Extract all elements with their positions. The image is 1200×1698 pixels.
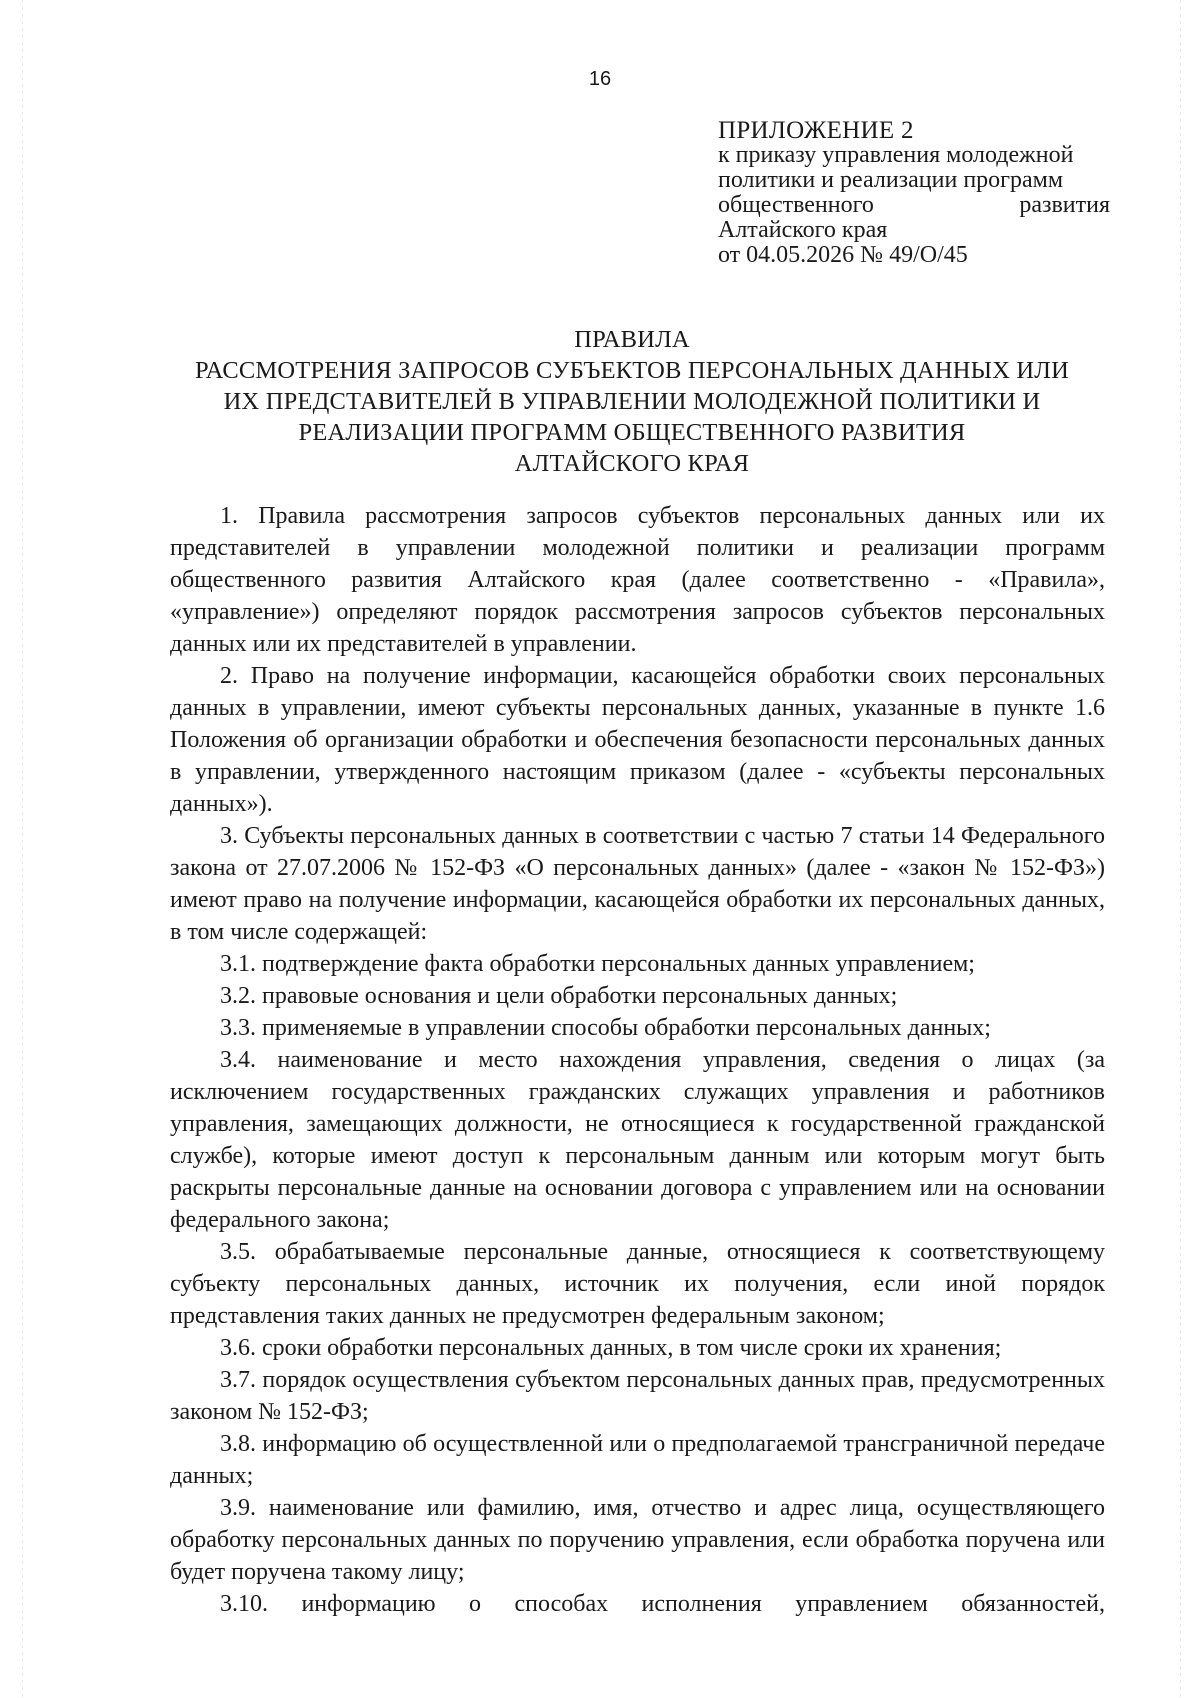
paragraph-3-7: 3.7. порядок осуществления субъектом персональных данных прав, предусмотренных законом № 152-ФЗ; bbox=[170, 1367, 1105, 1425]
paragraph-1: 1. Правила рассмотрения запросов субъектов персональных данных или их представителей в управлении молодежной политики и реализации программ общественного развития Алтайского края (далее соответственно - «Правила», «управление») определяют порядок рассмотрения запросов субъектов персональных данных или их представителей в управлении. bbox=[170, 503, 1105, 657]
annex-line-3 bbox=[718, 193, 1110, 218]
paragraph-3: 3. Субъекты персональных данных в соответствии с частью 7 статьи 14 Федерального закона от 27.07.2006 № 152-ФЗ «О персональных данных» (далее - «закон № 152-ФЗ») имеют право на получение информации, касающейся обработки их персональных данных, в том числе содержащей: bbox=[170, 823, 1105, 945]
paragraph-3-1: 3.1. подтверждение факта обработки персональных данных управлением; bbox=[220, 951, 975, 977]
document-title bbox=[160, 324, 1104, 479]
annex-line-2: политики и реализации программ bbox=[718, 167, 1064, 193]
annex-line-3-left: общественного bbox=[718, 192, 874, 218]
title-line-5: АЛТАЙСКОГО КРАЯ bbox=[514, 450, 750, 477]
document-body bbox=[170, 500, 1105, 1620]
paragraph-3-9: 3.9. наименование или фамилию, имя, отчество и адрес лица, осуществляющего обработку персональных данных по поручению управления, если обработка поручена или будет поручена такому лицу; bbox=[170, 1495, 1105, 1585]
annex-line-3-right: развития bbox=[1019, 192, 1110, 218]
annex-line-1: к приказу управления молодежной bbox=[718, 142, 1074, 168]
title-line-3: ИХ ПРЕДСТАВИТЕЛЕЙ В УПРАВЛЕНИИ МОЛОДЕЖНОЙ ПОЛИТИКИ И bbox=[223, 388, 1041, 415]
annex-title: ПРИЛОЖЕНИЕ 2 bbox=[718, 117, 914, 144]
paragraph-3-3: 3.3. применяемые в управлении способы обработки персональных данных; bbox=[220, 1015, 991, 1041]
scan-edge-left bbox=[22, 0, 23, 1698]
annex-line-4: Алтайского края bbox=[718, 217, 888, 243]
annex-line-5: от 04.05.2026 № 49/О/45 bbox=[718, 242, 968, 268]
title-line-4: РЕАЛИЗАЦИИ ПРОГРАММ ОБЩЕСТВЕННОГО РАЗВИТИЯ bbox=[298, 419, 966, 446]
annex-block bbox=[718, 118, 1110, 268]
paragraph-3-4: 3.4. наименование и место нахождения управления, сведения о лицах (за исключением государственных гражданских служащих управления и работников управления, замещающих должности, не относящиеся к государственной гражданской службе), которые имеют доступ к персональным данным или которым могут быть раскрыты персональные данные на основании договора с управлением или на основании федерального закона; bbox=[170, 1047, 1105, 1233]
paragraph-2: 2. Право на получение информации, касающейся обработки своих персональных данных в управлении, имеют субъекты персональных данных, указанные в пункте 1.6 Положения об организации обработки и обеспечения безопасности персональных данных в управлении, утвержденного настоящим приказом (далее - «субъекты персональных данных»). bbox=[170, 663, 1105, 817]
paragraph-3-8: 3.8. информацию об осуществленной или о предполагаемой трансграничной передаче данных; bbox=[170, 1431, 1105, 1489]
title-line-1: ПРАВИЛА bbox=[574, 326, 690, 353]
paragraph-3-6: 3.6. сроки обработки персональных данных, в том числе сроки их хранения; bbox=[220, 1335, 1002, 1361]
scan-edge-right bbox=[1180, 0, 1181, 1698]
paragraph-3-5: 3.5. обрабатываемые персональные данные, относящиеся к соответствующему субъекту персональных данных, источник их получения, если иной порядок представления таких данных не предусмотрен федеральным законом; bbox=[170, 1239, 1105, 1329]
title-line-2: РАССМОТРЕНИЯ ЗАПРОСОВ СУБЪЕКТОВ ПЕРСОНАЛЬНЫХ ДАННЫХ ИЛИ bbox=[194, 357, 1070, 384]
page-number: 16 bbox=[588, 68, 612, 90]
paragraph-3-10: 3.10. информацию о способах исполнения управлением обязанностей, bbox=[220, 1591, 1105, 1617]
paragraph-3-2: 3.2. правовые основания и цели обработки персональных данных; bbox=[220, 983, 898, 1009]
